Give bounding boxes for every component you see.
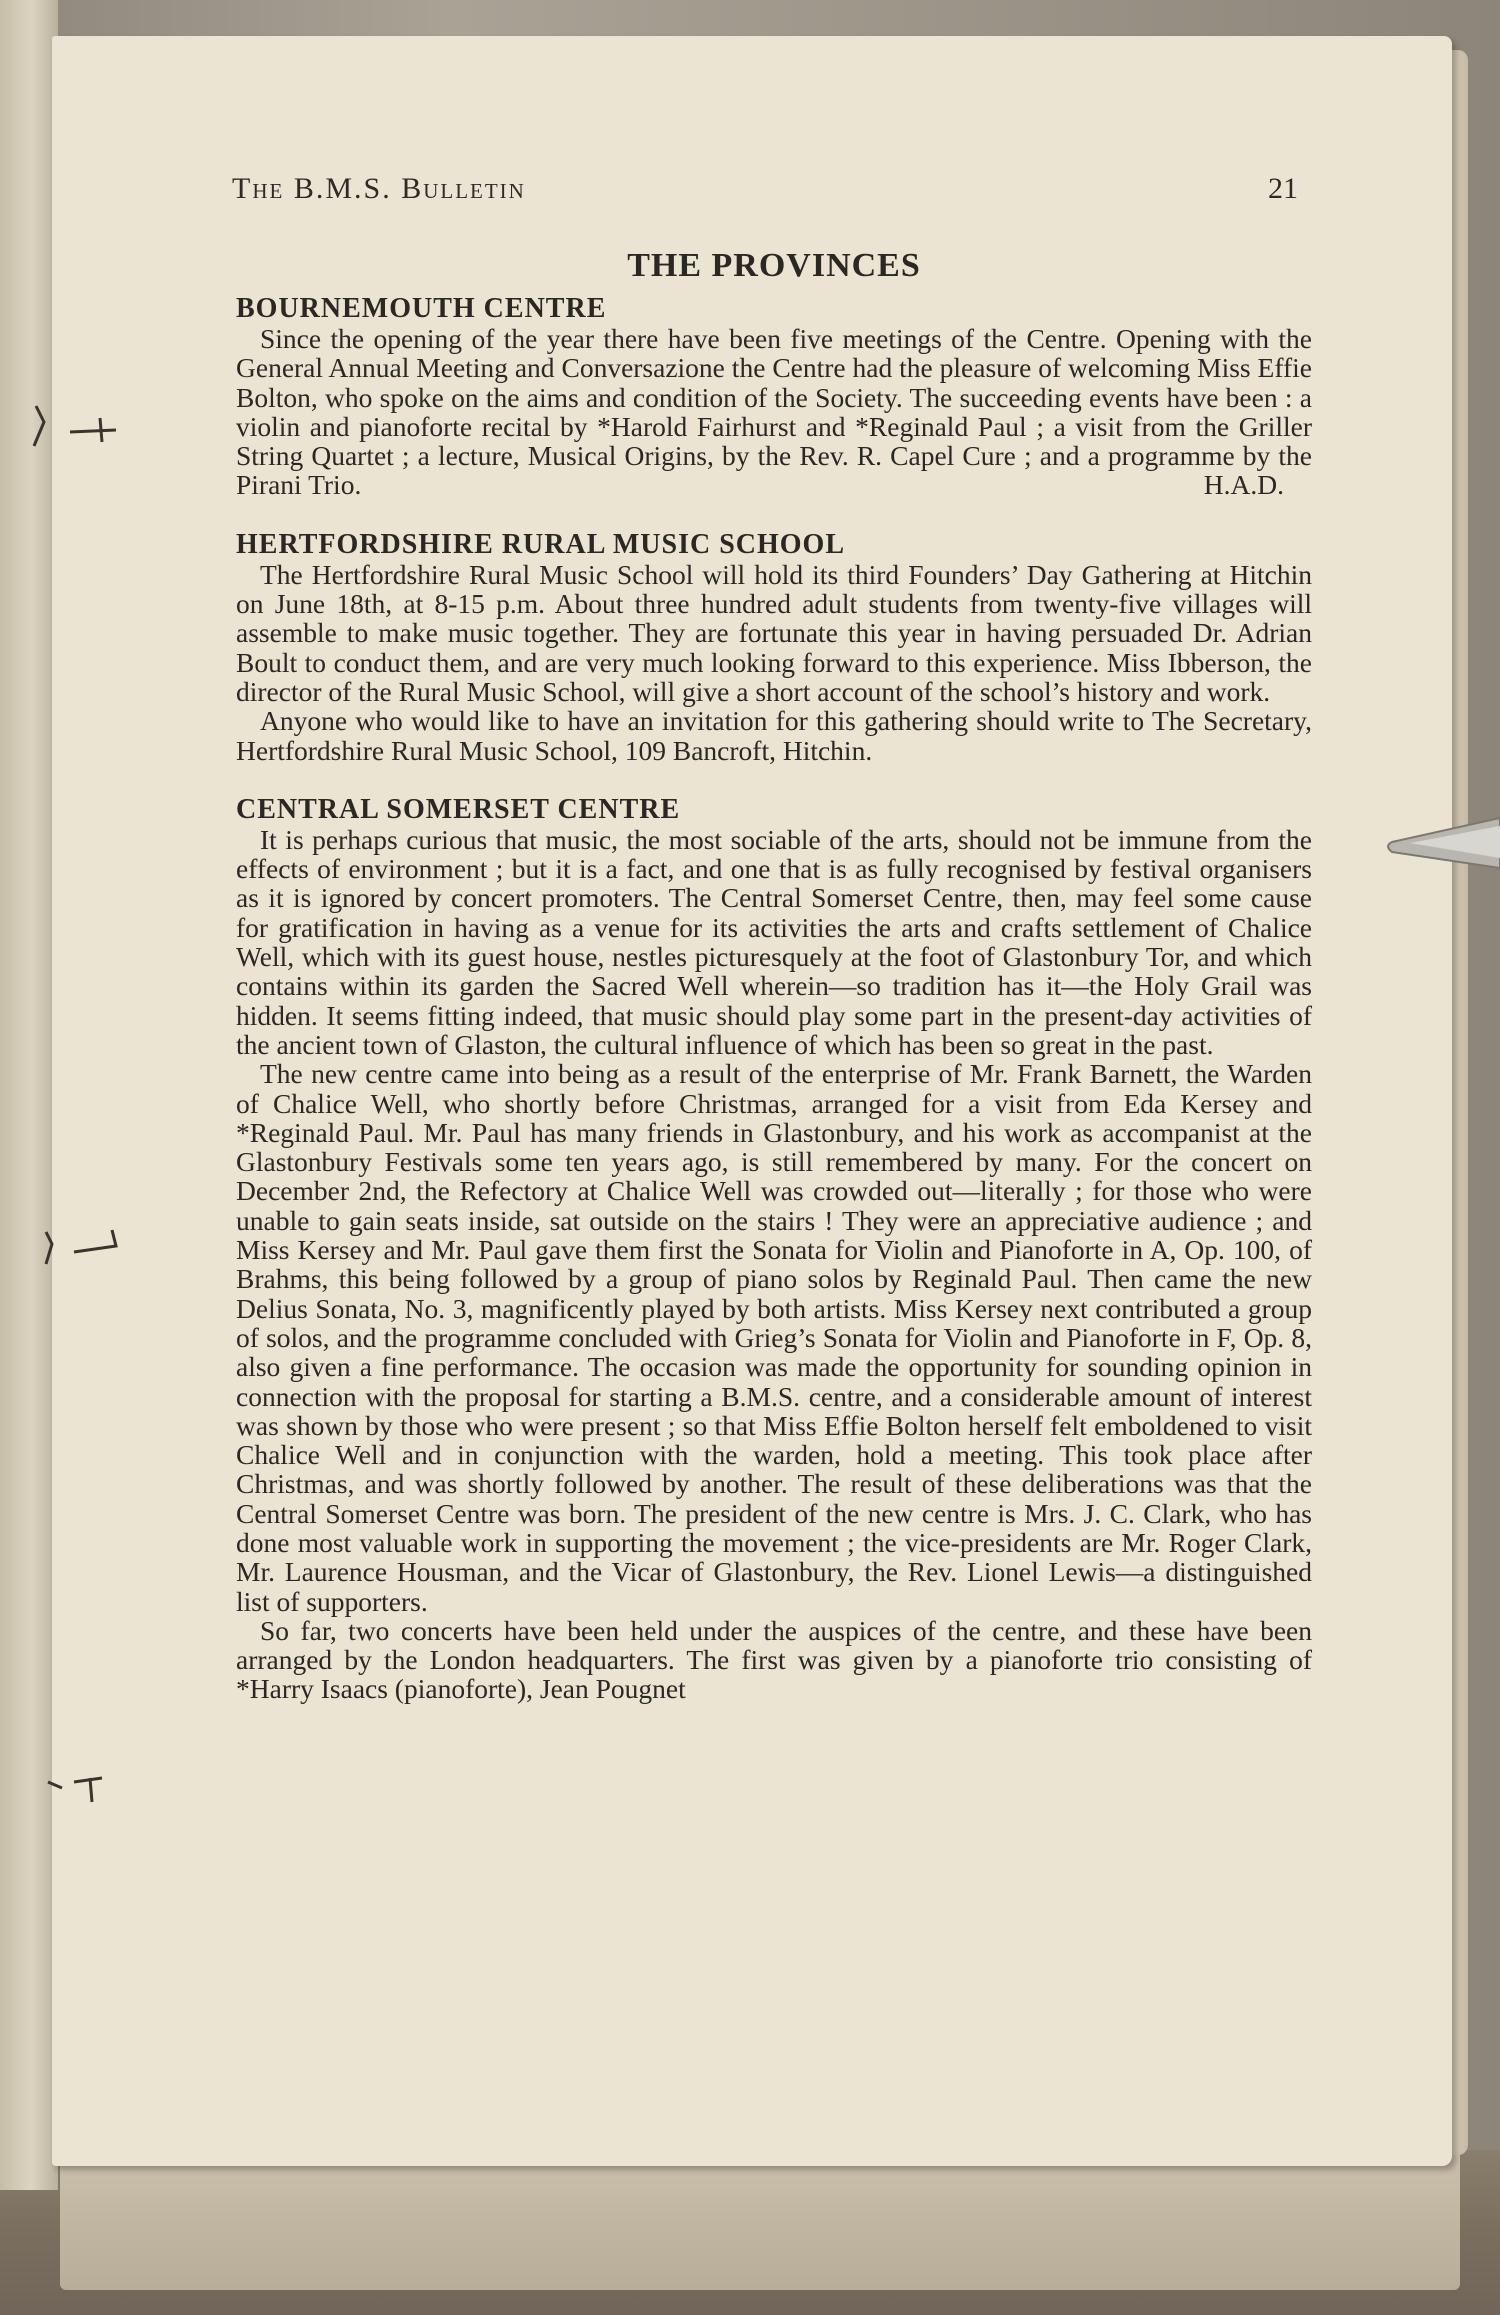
left-page-edge: [0, 0, 58, 2190]
section-heading: HERTFORDSHIRE RURAL MUSIC SCHOOL: [236, 528, 845, 560]
page-clip: [1380, 812, 1500, 872]
paragraph: The Hertfordshire Rural Music School will hold its third Founders’ Day Gathering at Hitchin on June 18th, at 8-15 p.m. About three hundred adult students from twenty-five villages will assemble to make music together. They are fortunate this year in having persuaded Dr. Adrian Boult to conduct them, and are very much looking forward to this experience. Miss Ibberson, the director of the Rural Music School, will give a short account of the school’s history and work.: [236, 558, 1312, 707]
binding-hole-mark: [44, 1762, 134, 1817]
section-hertfordshire: [236, 530, 1312, 765]
section-heading: CENTRAL SOMERSET CENTRE: [236, 793, 681, 825]
page-header: [232, 172, 1298, 212]
signoff: H.A.D.: [1203, 469, 1284, 501]
paragraph: Anyone who would like to have an invitation for this gathering should write to The Secretary, Hertfordshire Rural Music School, 109 Bancroft, Hitchin.: [236, 705, 1312, 766]
binding-hole-mark: [40, 1222, 130, 1277]
article-body: [236, 246, 1312, 1734]
section-heading: BOURNEMOUTH CENTRE: [236, 293, 607, 324]
paragraph: [236, 324, 1312, 500]
running-head: The B.M.S. Bulletin: [232, 172, 526, 205]
paragraph-text: Since the opening of the year there have been five meetings of the Centre. Opening with the General Annual Meeting and Conversazione the Centre had the pleasure of welcoming Miss Effie Bolton, who spoke on the aims and condition of the Society. The succeeding events have been : a violin and pianoforte recital by *Harold Fairhurst and *Reginald Paul ; a visit from the Griller String Quartet ; a lecture, Musical Origins, by the Rev. R. Capel Cure ; and a programme by the Pirani Trio.: [236, 323, 1312, 501]
paragraph: The new centre came into being as a result of the enterprise of Mr. Frank Barnett, the Warden of Chalice Well, who shortly before Christmas, arranged for a visit from Eda Kersey and *Reginald Paul. Mr. Paul has many friends in Glastonbury, and his work as accompanist at the Glastonbury Festivals some ten years ago, is still remembered by many. For the concert on December 2nd, the Refectory at Chalice Well was crowded out—literally ; for those who were unable to gain seats inside, sat outside on the stairs ! They were an appreciative audience ; and Miss Kersey and Mr. Paul gave them first the Sonata for Violin and Pianoforte in A, Op. 100, of Brahms, this being followed by a group of piano solos by Reginald Paul. Then came the new Delius Sonata, No. 3, magnificently played by both artists. Miss Kersey next contributed a group of solos, and the programme concluded with Grieg’s Sonata for Violin and Pianoforte in F, Op. 8, also given a fine performance. The occasion was made the opportunity for sounding opinion in connection with the proposal for starting a B.M.S. centre, and a considerable amount of interest was shown by those who were present ; so that Miss Effie Bolton herself felt emboldened to visit Chalice Well and in conjunction with the warden, hold a meeting. This took place after Christmas, and was shortly followed by another. The result of these deliberations was that the Central Somerset Centre was born. The president of the new centre is Mrs. J. C. Clark, who has done most valuable work in supporting the movement ; the vice-presidents are Mr. Roger Clark, Mr. Laurence Housman, and the Vicar of Glastonbury, the Rev. Lionel Lewis—a distinguished list of supporters.: [236, 1058, 1312, 1617]
section-bournemouth: [236, 294, 1312, 500]
page-title: THE PROVINCES: [627, 247, 921, 284]
section-central-somerset: [236, 795, 1312, 1704]
paragraph: It is perhaps curious that music, the most sociable of the arts, should not be immune from the effects of environment ; but it is a fact, and one that is as fully recognised by festival organisers as it is ignored by concert promoters. The Central Somerset Centre, then, may feel some cause for gratification in having as a venue for its activities the arts and crafts settlement of Chalice Well, which with its guest house, nestles picturesquely at the foot of Glastonbury Tor, and which contains within its garden the Sacred Well wherein—so tradition has it—the Holy Grail was hidden. It seems fitting indeed, that music should play some part in the present-day activities of the ancient town of Glaston, the cultural influence of which has been so great in the past.: [236, 823, 1312, 1060]
paragraph: So far, two concerts have been held under the auspices of the centre, and these have been arranged by the London headquarters. The first was given by a pianoforte trio consisting of *Harry Isaacs (pianoforte), Jean Pougnet: [236, 1614, 1312, 1705]
page-number: 21: [1268, 172, 1298, 205]
binding-hole-mark: [30, 402, 120, 457]
